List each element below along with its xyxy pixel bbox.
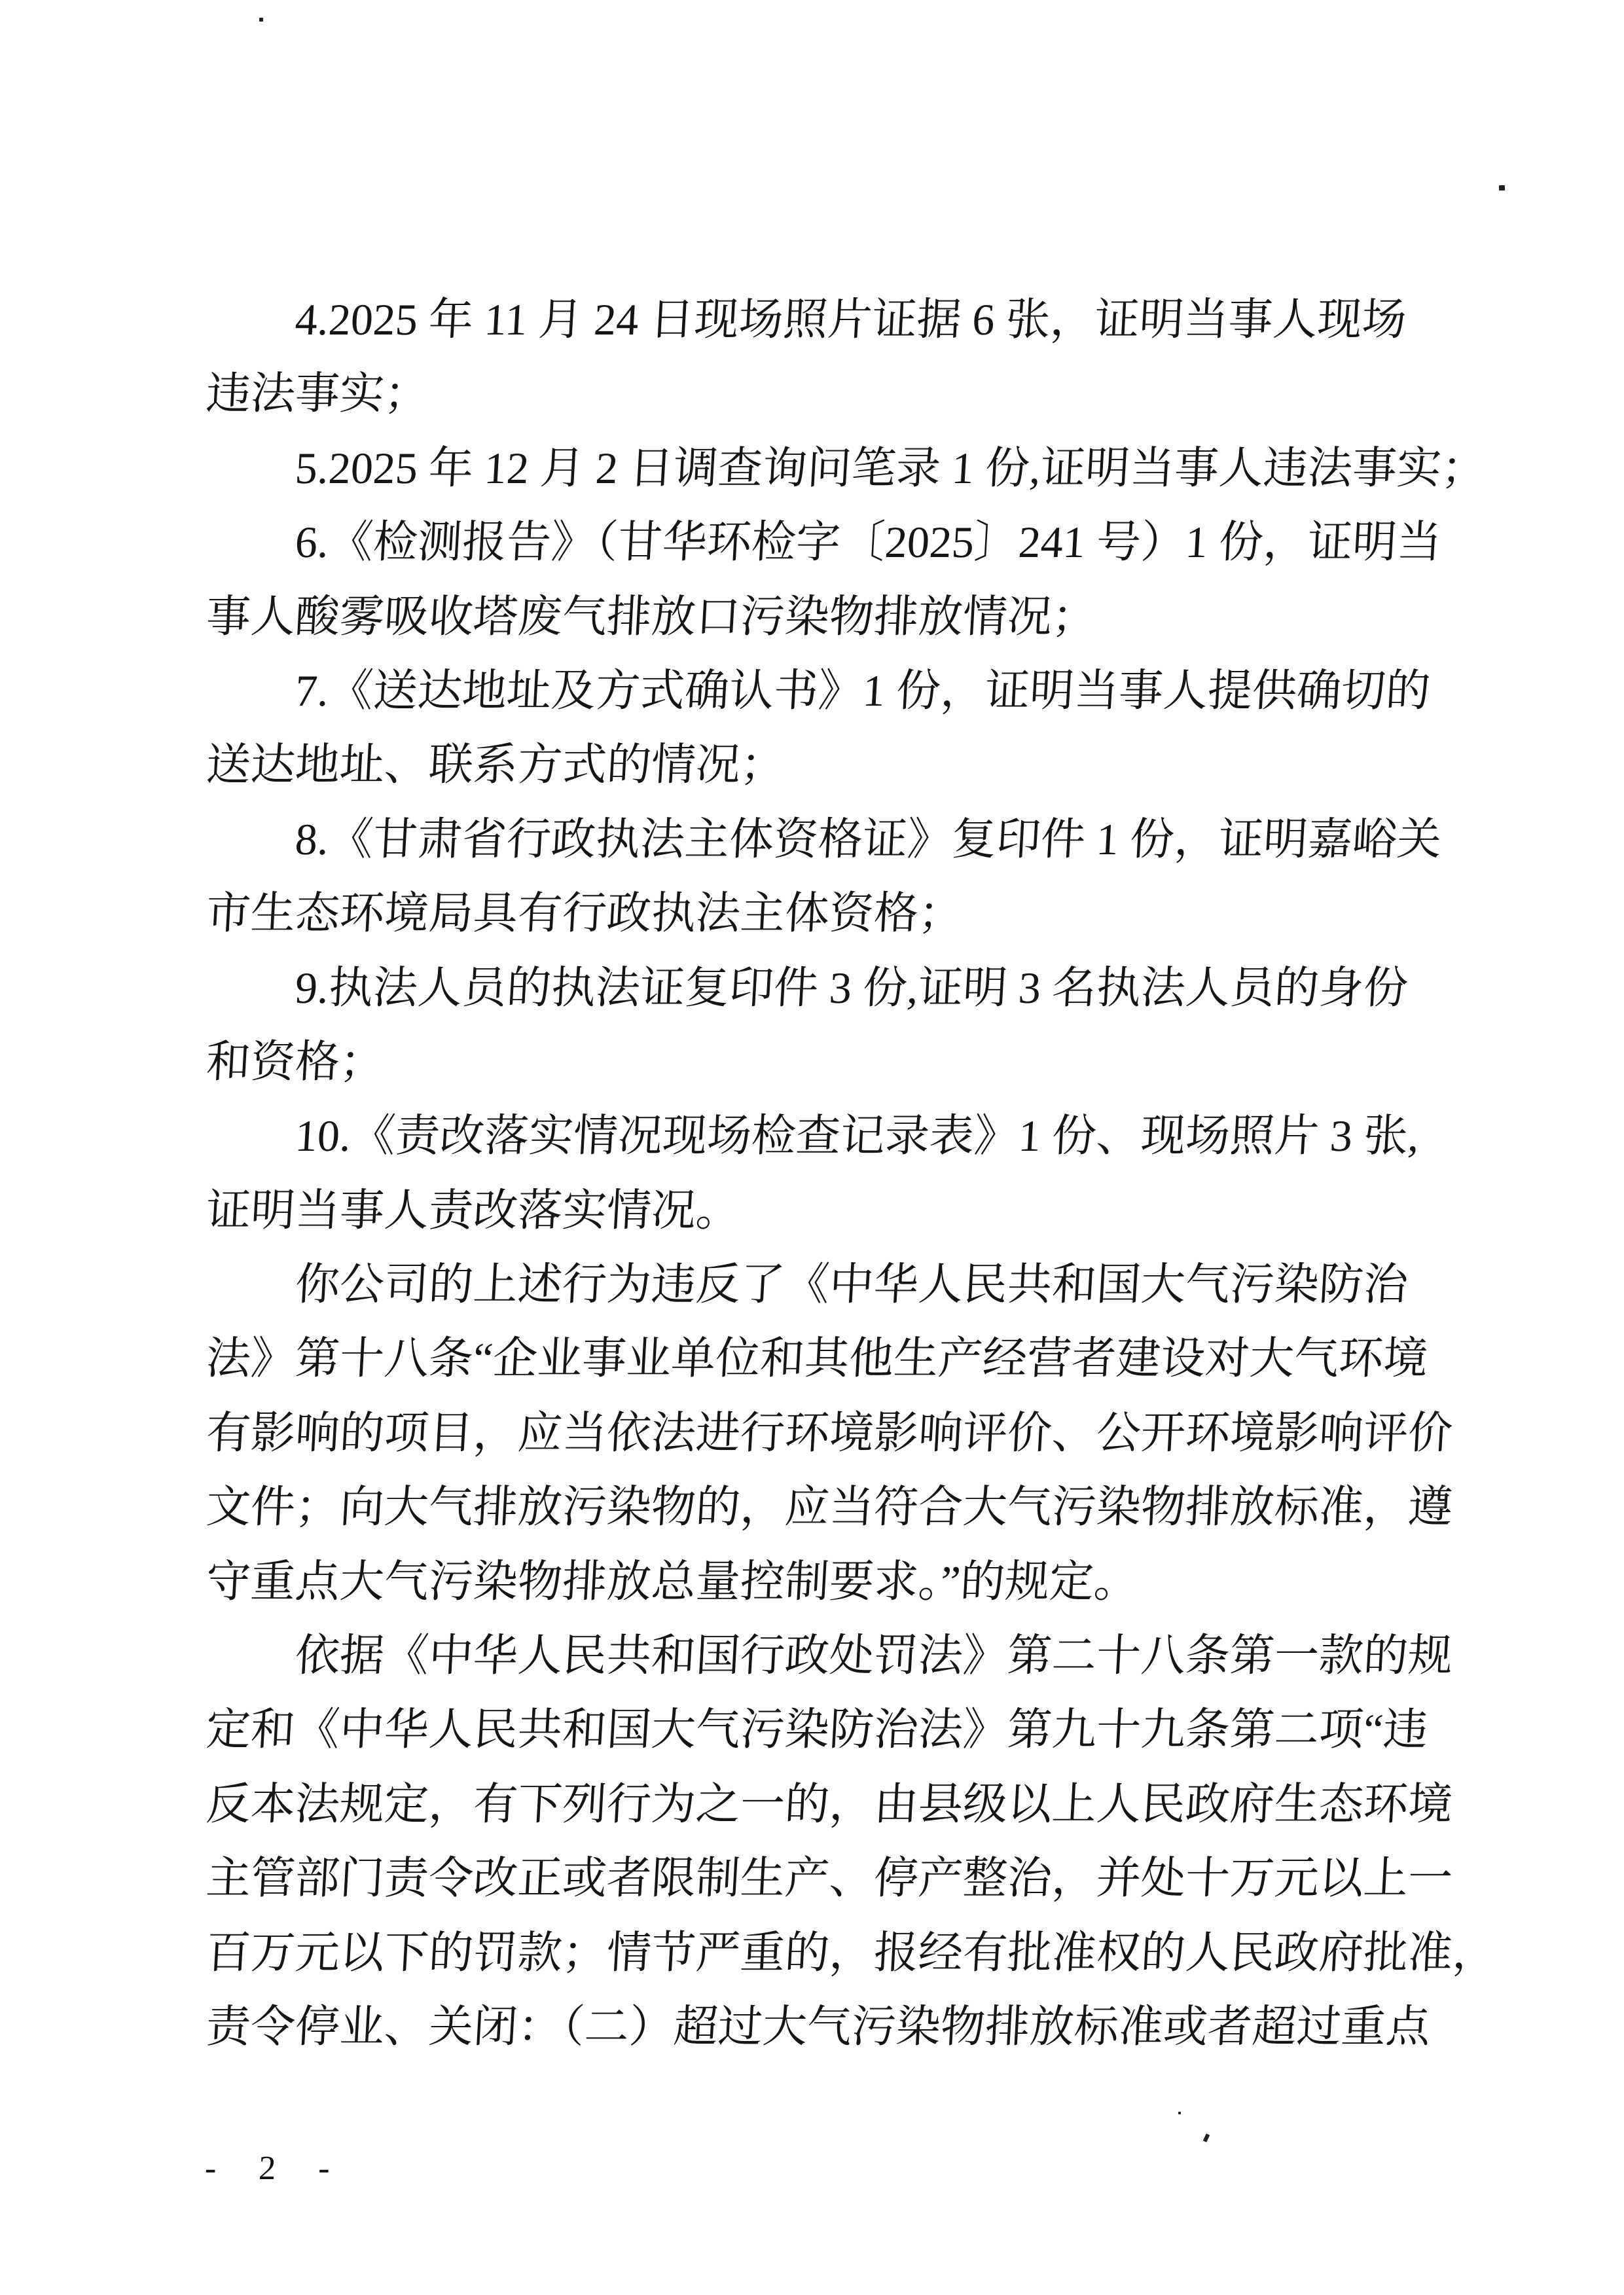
text-line: 法》第十八条“企业事业单位和其他生产经营者建设对大气环境 (204, 1333, 1430, 1384)
scan-speck (259, 18, 263, 22)
text-line: 5.2025 年 12 月 2 日调查询问笔录 1 份,证明当事人违法事实； (293, 443, 1488, 493)
text-line: 守重点大气污染物排放总量控制要求。”的规定。 (204, 1556, 1140, 1606)
text-line: 依据《中华人民共和国行政处罚法》第二十八条第一款的规 (293, 1631, 1454, 1681)
page-number: - 2 - (204, 2150, 348, 2187)
text-line: 责令停业、关闭：（二）超过大气污染物排放标准或者超过重点 (204, 2001, 1432, 2051)
text-line: 7.《送达地址及方式确认书》1 份，证明当事人提供确切的 (293, 665, 1432, 715)
text-line: 事人酸雾吸收塔废气排放口污染物排放情况； (204, 591, 1098, 642)
text-line: 反本法规定，有下列行为之一的，由县级以上人民政府生态环境 (204, 1779, 1454, 1829)
text-line: 你公司的上述行为违反了《中华人民共和国大气污染防治 (293, 1259, 1410, 1310)
text-line: 违法事实； (204, 369, 431, 419)
text-line: 9.执法人员的执法证复印件 3 份,证明 3 名执法人员的身份 (293, 962, 1410, 1013)
text-line: 送达地址、联系方式的情况； (204, 740, 787, 790)
scan-speck (1178, 2112, 1181, 2114)
text-line: 定和《中华人民共和国大气污染防治法》第九十九条第二项“违 (204, 1705, 1430, 1755)
text-line: 10.《责改落实情况现场检查记录表》1 份、现场照片 3 张, (293, 1111, 1421, 1161)
text-line: 主管部门责令改正或者限制生产、停产整治，并处十万元以上一 (204, 1853, 1454, 1904)
text-line: 有影响的项目，应当依法进行环境影响评价、公开环境影响评价 (204, 1407, 1454, 1458)
text-line: 6.《检测报告》（甘华环检字〔2025〕241 号）1 份，证明当 (293, 517, 1443, 568)
scan-speck (1499, 185, 1505, 190)
text-line: 4.2025 年 11 月 24 日现场照片证据 6 张，证明当事人现场 (293, 295, 1408, 344)
text-line: 8.《甘肃省行政执法主体资格证》复印件 1 份，证明嘉峪关 (293, 814, 1443, 864)
text-line: 证明当事人责改落实情况。 (204, 1185, 742, 1235)
scan-speck (1203, 2133, 1210, 2142)
text-line: 百万元以下的罚款；情节严重的，报经有批准权的人民政府批准， (204, 1927, 1499, 1978)
text-line: 文件；向大气排放污染物的，应当符合大气污染物排放标准，遵 (204, 1482, 1454, 1532)
document-body (204, 283, 1499, 2064)
text-line: 和资格； (204, 1036, 386, 1087)
text-line: 市生态环境局具有行政执法主体资格； (204, 888, 965, 939)
